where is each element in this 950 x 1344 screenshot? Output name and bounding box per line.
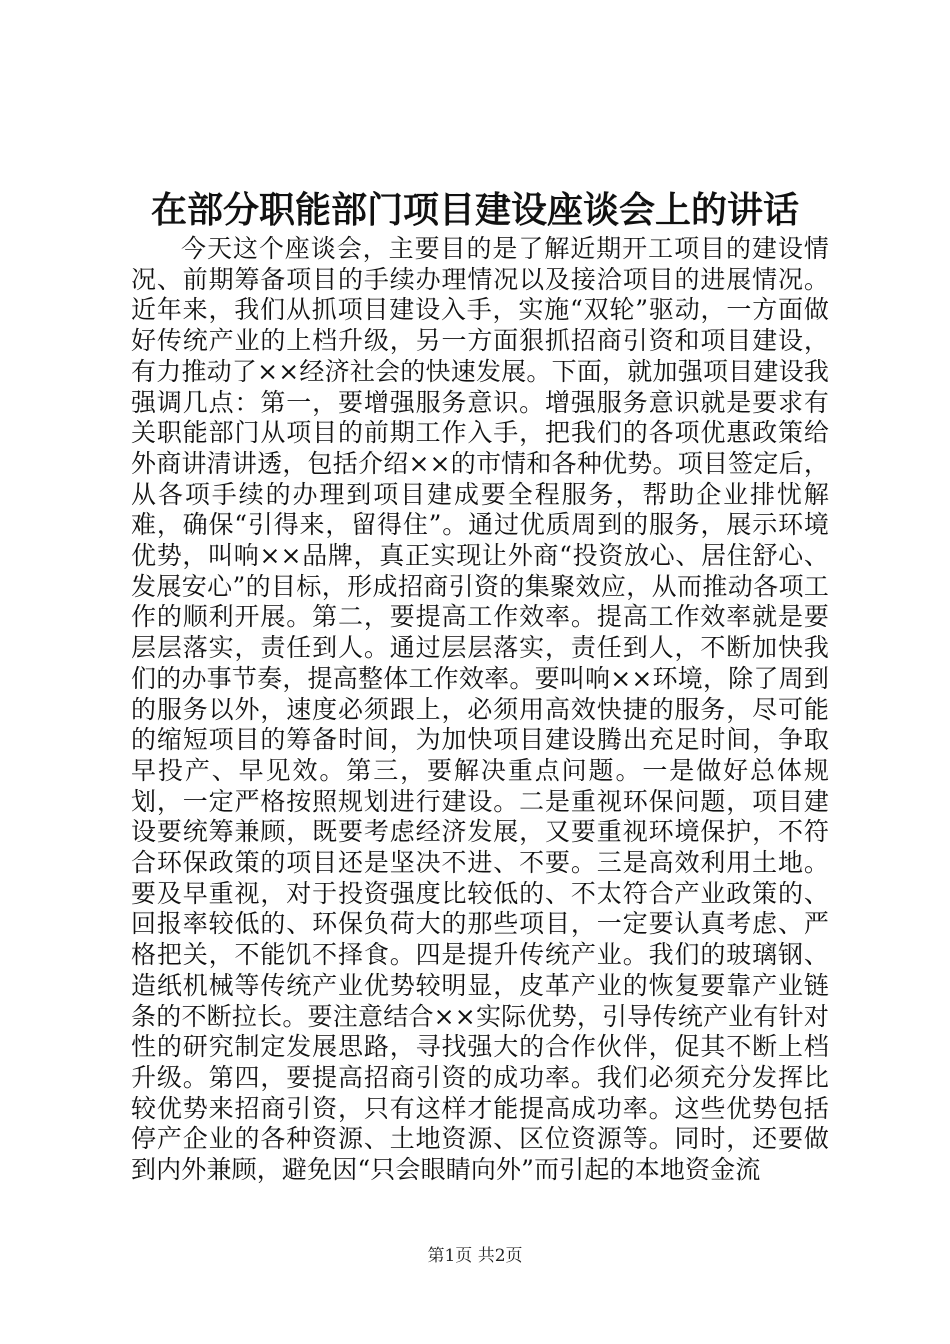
document-title: 在部分职能部门项目建设座谈会上的讲话 bbox=[150, 189, 799, 231]
page-number-footer: 第1页 共2页 bbox=[427, 1246, 523, 1266]
document-body-paragraph: 今天这个座谈会，主要目的是了解近期开工项目的建设情况、前期筹备项目的手续办理情况以及接洽项目的进展情况。近年来，我们从抓项目建设入手，实施“双轮”驱动，一方面做好传统产业的上档升级，另一方面狠抓招商引资和项目建设，有力推动了××经济社会的快速发展。下面，就加强项目建设我强调几点：第一，要增强服务意识。增强服务意识就是要求有关职能部门从项目的前期工作入手，把我们的各项优惠政策给外商讲清讲透，包括介绍××的市情和各种优势。项目签定后，从各项手续的办理到项目建成要全程服务，帮助企业排忧解难，确保“引得来，留得住”。通过优质周到的服务，展示环境优势，叫响××品牌，真正实现让外商“投资放心、居住舒心、发展安心”的目标，形成招商引资的集聚效应，从而推动各项工作的顺利开展。第二，要提高工作效率。提高工作效率就是要层层落实，责任到人。通过层层落实，责任到人，不断加快我们的办事节奏，提高整体工作效率。要叫响××环境，除了周到的服务以外，速度必须跟上，必须用高效快捷的服务，尽可能的缩短项目的筹备时间，为加快项目建设腾出充足时间，争取早投产、早见效。第三，要解决重点问题。一是做好总体规划，一定严格按照规划进行建设。二是重视环保问题，项目建设要统筹兼顾，既要考虑经济发展，又要重视环境保护，不符合环保政策的项目还是坚决不进、不要。三是高效利用土地。要及早重视，对于投资强度比较低的、不太符合产业政策的、回报率较低的、环保负荷大的那些项目，一定要认真考虑、严格把关，不能饥不择食。四是提升传统产业。我们的玻璃钢、造纸机械等传统产业优势较明显，皮革产业的恢复要靠产业链条的不断拉长。要注意结合××实际优势，引导传统产业有针对性的研究制定发展思路，寻找强大的合作伙伴，促其不断上档升级。第四，要提高招商引资的成功率。我们必须充分发挥比较优势来招商引资，只有这样才能提高成功率。这些优势包括停产企业的各种资源、土地资源、区位资源等。同时，还要做到内外兼顾，避免因“只会眼睛向外”而引起的本地资金流 bbox=[131, 234, 829, 1185]
